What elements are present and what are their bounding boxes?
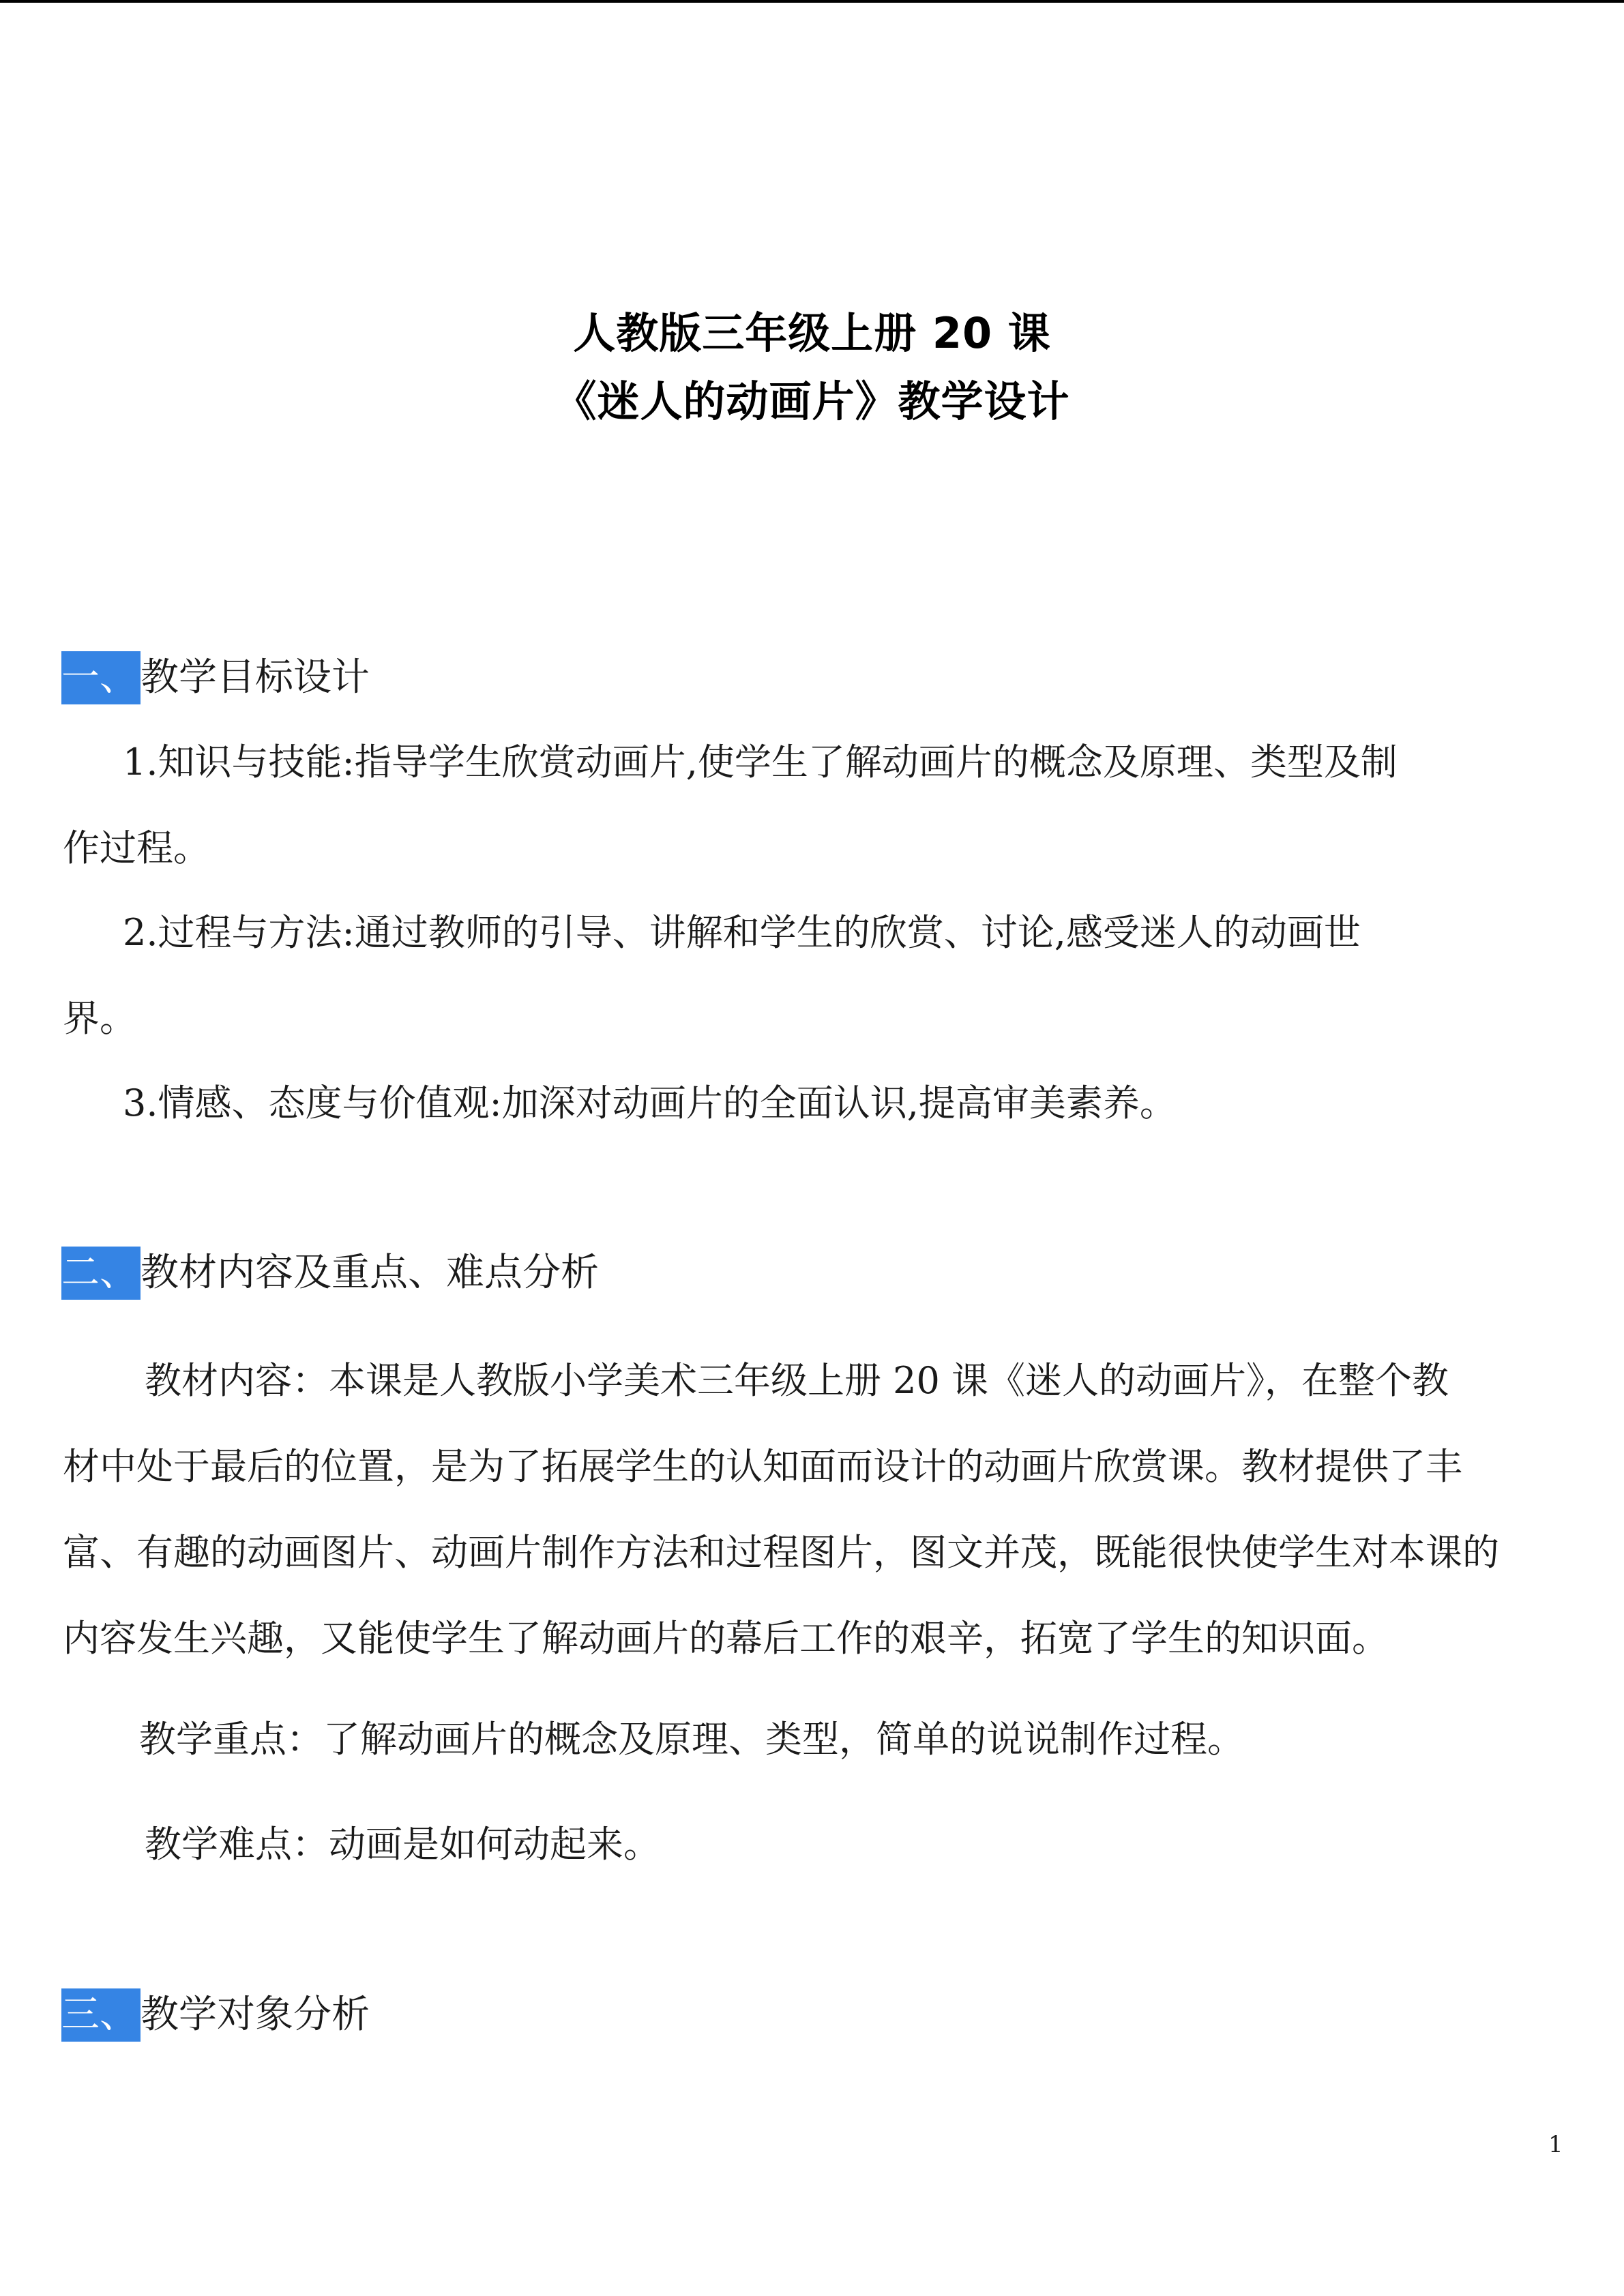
section-heading-text: 教学目标设计 — [141, 655, 370, 700]
page-number: 1 — [1548, 2131, 1563, 2158]
paragraph-line: 1.知识与技能:指导学生欣赏动画片,使学生了解动画片的概念及原理、类型及制 — [123, 741, 1398, 784]
section-heading-3 — [61, 1988, 370, 2042]
document-title-line-2: 《迷人的动画片》教学设计 — [554, 376, 1070, 426]
objective-paragraph-1 — [63, 719, 1570, 891]
paragraph-line: 作过程。 — [63, 826, 210, 869]
top-border-line — [0, 0, 1624, 3]
content-paragraph — [63, 1338, 1570, 1682]
paragraph-line: 3.情感、态度与价值观:加深对动画片的全面认识,提高审美素养。 — [123, 1082, 1177, 1124]
section-heading-2 — [61, 1247, 599, 1300]
paragraph-line: 界。 — [63, 997, 136, 1040]
paragraph-line: 2.过程与方法:通过教师的引导、讲解和学生的欣赏、讨论,感受迷人的动画世 — [123, 911, 1361, 954]
paragraph-line: 教材内容：本课是人教版小学美术三年级上册 20 课《迷人的动画片》，在整个教 — [145, 1359, 1449, 1402]
section-heading-text: 教学对象分析 — [141, 1993, 370, 2037]
objective-paragraph-3 — [63, 1060, 1570, 1146]
key-point-paragraph — [63, 1697, 1570, 1783]
paragraph-line: 教学重点：了解动画片的概念及原理、类型，简单的说说制作过程。 — [139, 1718, 1244, 1761]
document-title-line-1: 人教版三年级上册 20 课 — [573, 308, 1051, 358]
paragraph-line: 教学难点：动画是如何动起来。 — [145, 1823, 660, 1866]
paragraph-line: 富、有趣的动画图片、动画片制作方法和过程图片，图文并茂，既能很快使学生对本课的 — [63, 1531, 1499, 1574]
section-number-highlight: 三、 — [61, 1988, 141, 2042]
paragraph-line: 材中处于最后的位置，是为了拓展学生的认知面而设计的动画片欣赏课。教材提供了丰 — [63, 1445, 1462, 1488]
objective-paragraph-2 — [63, 890, 1570, 1062]
section-number-highlight: 一、 — [61, 651, 141, 704]
section-heading-1 — [61, 651, 370, 704]
section-heading-text: 教材内容及重点、难点分析 — [141, 1251, 599, 1295]
difficulty-paragraph — [63, 1802, 1570, 1888]
section-number-highlight: 二、 — [61, 1247, 141, 1300]
paragraph-line: 内容发生兴趣，又能使学生了解动画片的幕后工作的艰辛，拓宽了学生的知识面。 — [63, 1617, 1389, 1660]
